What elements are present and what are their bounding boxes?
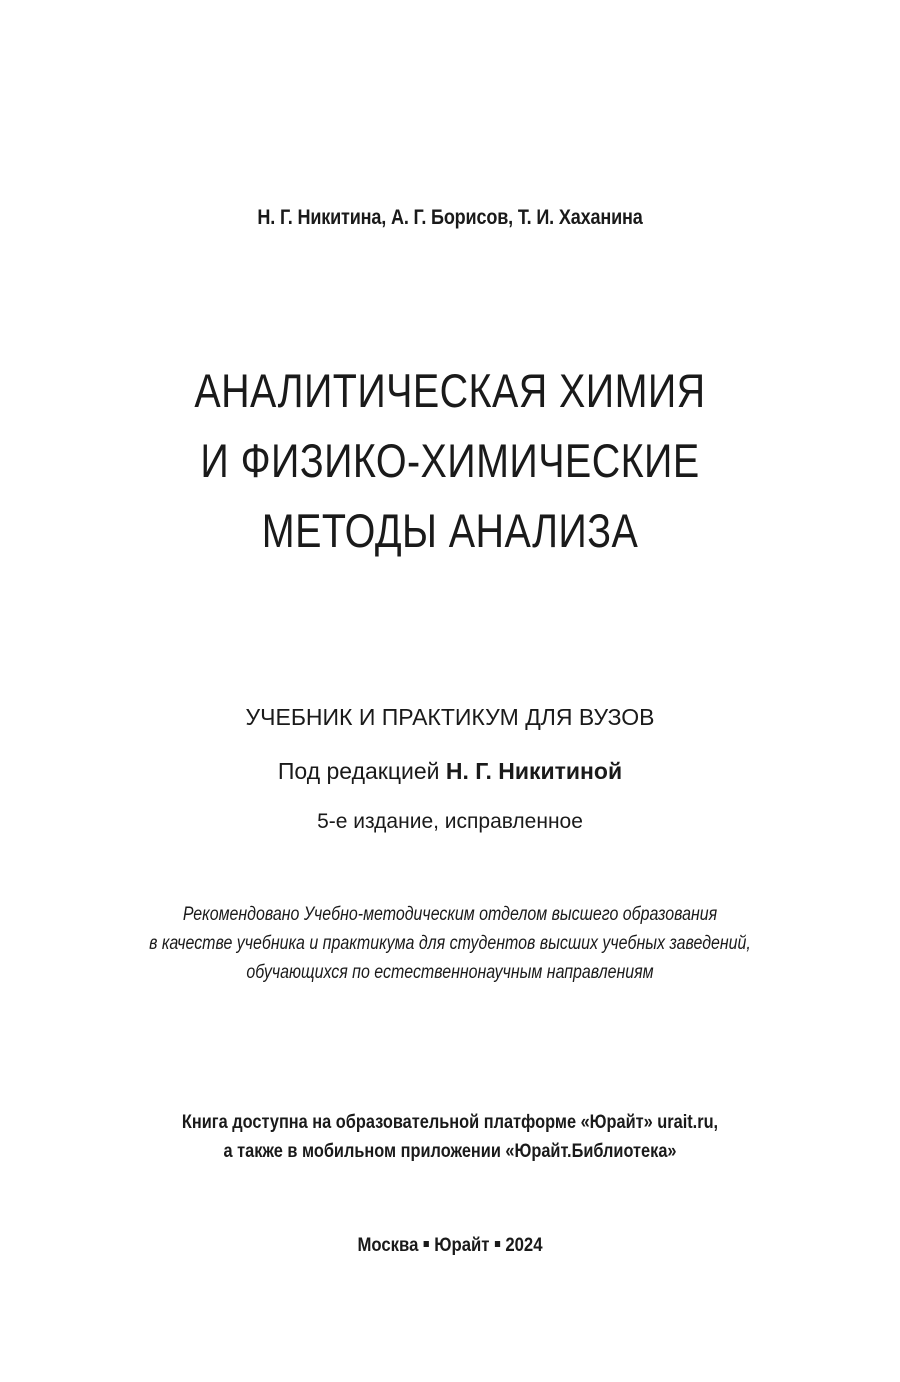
recommendation-line: Рекомендовано Учебно-методическим отделом высшего образования [182, 904, 718, 925]
availability-note [63, 1108, 837, 1166]
imprint-publisher: Юрайт [434, 1235, 490, 1256]
availability-line: Книга доступна на образовательной платформе «Юрайт» urait.ru, [181, 1112, 719, 1133]
square-bullet-icon [495, 1241, 500, 1247]
authors: Н. Г. Никитина, А. Г. Борисов, Т. И. Хаханина [257, 206, 643, 229]
edition: 5-е издание, исправленное [317, 810, 583, 833]
editor-name: Н. Г. Никитиной [445, 758, 623, 784]
editor-line [0, 758, 900, 785]
book-title [72, 356, 828, 566]
recommendation [72, 900, 828, 987]
subtitle: УЧЕБНИК И ПРАКТИКУМ ДЛЯ ВУЗОВ [245, 704, 655, 730]
square-bullet-icon [424, 1241, 429, 1247]
title-line: МЕТОДЫ АНАЛИЗА [261, 504, 639, 557]
imprint-year: 2024 [505, 1235, 543, 1256]
imprint [54, 1235, 846, 1257]
availability-line: а также в мобильном приложении «Юрайт.Библиотека» [223, 1141, 677, 1162]
title-line: АНАЛИТИЧЕСКАЯ ХИМИЯ [194, 364, 706, 417]
recommendation-line: обучающихся по естественнонаучным направлениям [246, 962, 654, 983]
imprint-city: Москва [357, 1235, 419, 1256]
editor-prefix: Под редакцией [277, 758, 440, 784]
title-line: И ФИЗИКО-ХИМИЧЕСКИЕ [200, 434, 700, 487]
recommendation-line: в качестве учебника и практикума для студентов высших учебных заведений, [149, 933, 751, 954]
